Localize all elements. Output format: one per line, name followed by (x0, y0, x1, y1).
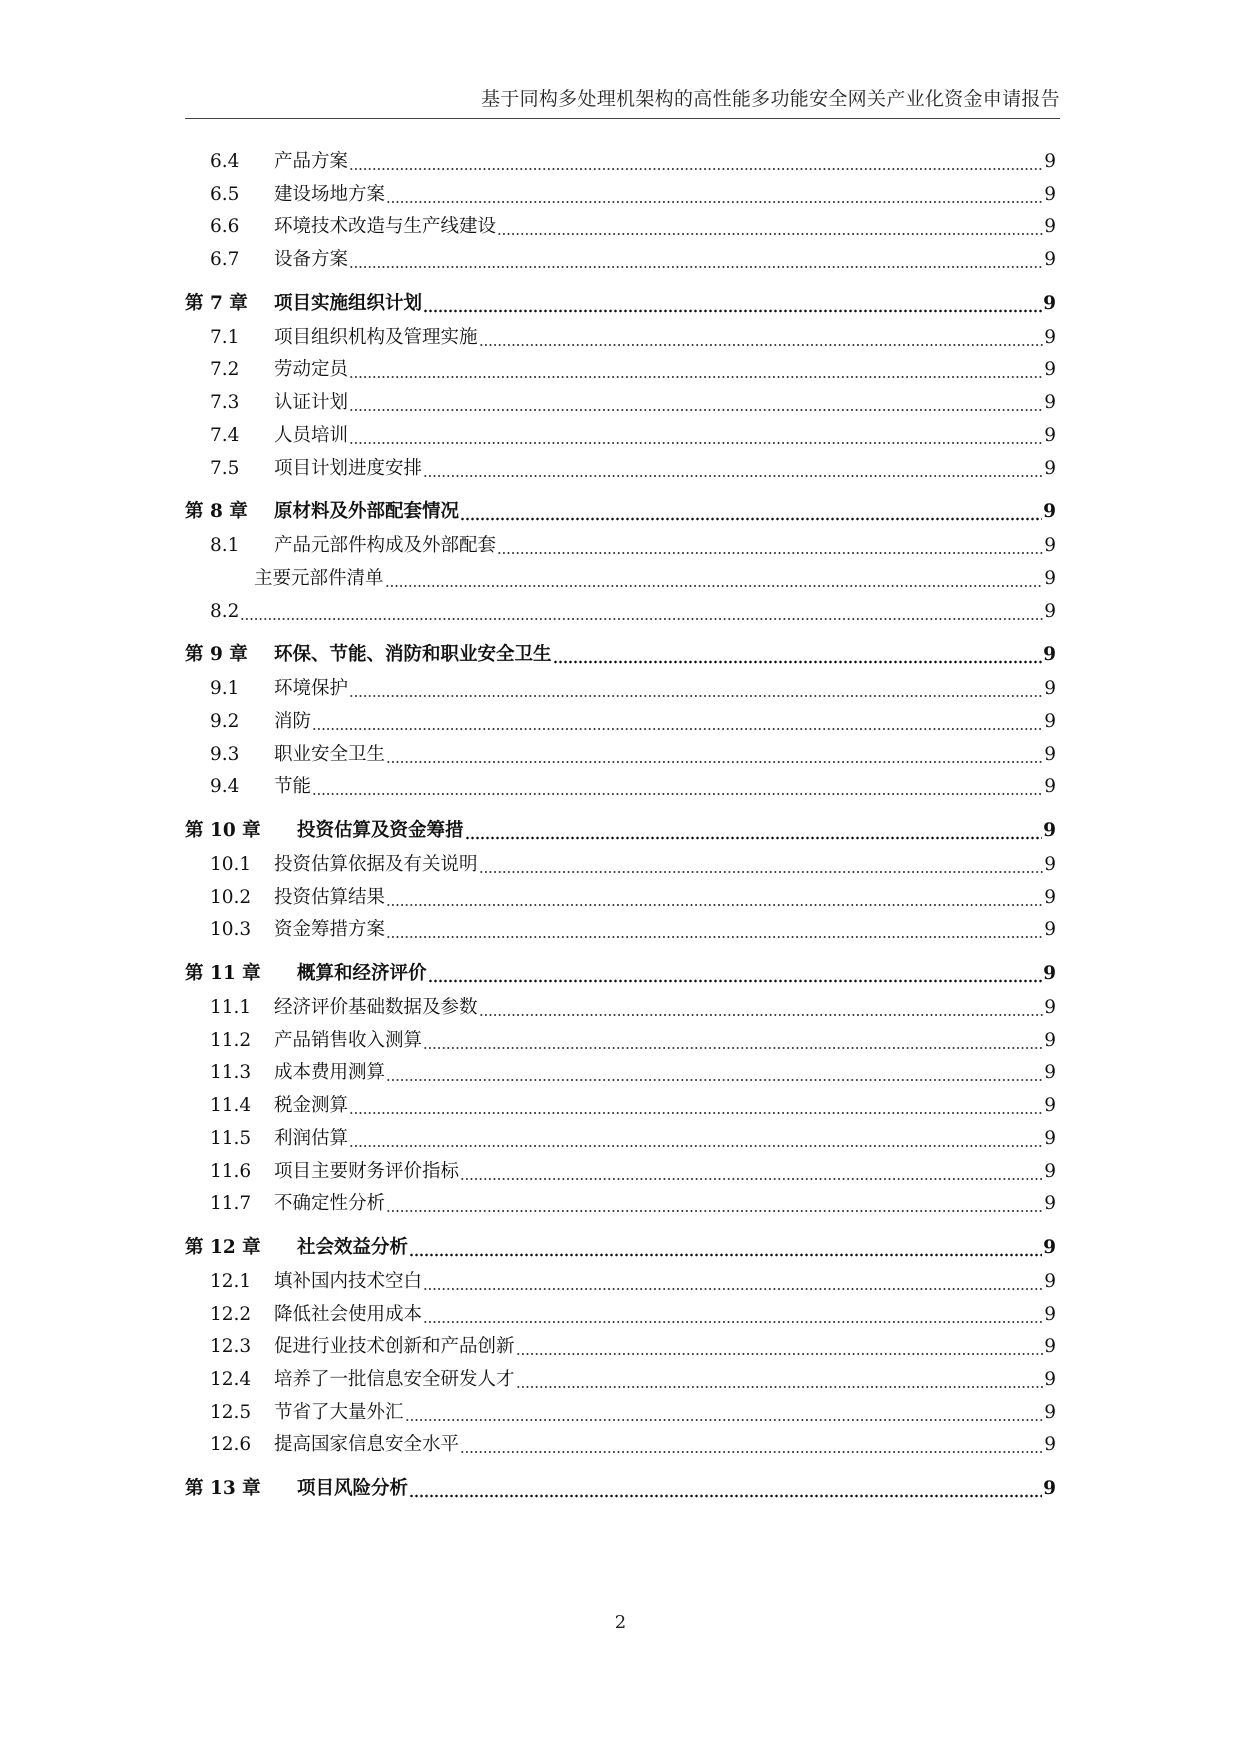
toc-entry-title: 设备方案 (274, 249, 349, 271)
toc-entry-title: 概算和经济评价 (297, 963, 427, 985)
toc-section-entry[interactable] (185, 1368, 1056, 1401)
toc-section-entry[interactable] (185, 150, 1056, 183)
toc-entry-page: 9 (1044, 392, 1056, 414)
toc-entry-number: 12.1 (210, 1270, 252, 1292)
toc-entry-number: 12.4 (210, 1368, 252, 1390)
toc-entry-page: 9 (1044, 710, 1056, 732)
toc-entry-title: 建设场地方案 (274, 183, 386, 205)
toc-dot-leader (409, 1477, 1042, 1509)
toc-entry-title: 社会效益分析 (297, 1236, 409, 1258)
toc-section-entry[interactable] (185, 215, 1056, 248)
toc-entry-page: 9 (1043, 501, 1056, 523)
toc-entry-page: 9 (1044, 1095, 1056, 1117)
toc-entry-number: 11.2 (210, 1029, 252, 1051)
toc-dot-leader (460, 500, 1042, 532)
table-of-contents (185, 150, 1056, 1511)
toc-dot-leader (312, 710, 1043, 743)
toc-section-entry[interactable] (185, 1270, 1056, 1303)
toc-entry-page: 9 (1044, 1127, 1056, 1149)
toc-chapter-entry[interactable] (185, 643, 1056, 675)
toc-entry-number: 11.1 (210, 997, 252, 1019)
toc-section-entry[interactable] (185, 1401, 1056, 1434)
toc-section-entry[interactable] (185, 358, 1056, 391)
header-rule (185, 118, 1060, 119)
toc-entry-page: 9 (1044, 1193, 1056, 1215)
toc-entry-title: 投资估算及资金筹措 (297, 820, 464, 841)
toc-dot-leader (385, 567, 1044, 600)
toc-entry-page: 9 (1044, 1160, 1056, 1182)
toc-entry-page: 9 (1044, 1336, 1056, 1358)
toc-entry-title: 投资估算结果 (274, 886, 386, 908)
toc-entry-title: 投资估算依据及有关说明 (274, 854, 478, 875)
toc-entry-title: 环保、节能、消防和职业安全卫生 (274, 644, 552, 666)
toc-dot-leader (428, 962, 1043, 994)
toc-chapter-entry[interactable] (185, 962, 1056, 994)
toc-dot-leader (479, 326, 1044, 359)
toc-section-entry[interactable] (185, 457, 1056, 490)
toc-entry-page: 9 (1044, 886, 1056, 908)
toc-entry-page: 9 (1044, 216, 1056, 238)
toc-dot-leader (479, 996, 1044, 1029)
toc-dot-leader (349, 248, 1043, 281)
toc-entry-title: 项目实施组织计划 (274, 292, 423, 314)
toc-section-entry[interactable] (185, 886, 1056, 919)
toc-section-entry[interactable] (185, 1061, 1056, 1094)
toc-entry-page: 9 (1044, 151, 1056, 172)
toc-dot-leader (240, 600, 1043, 633)
toc-dot-leader (479, 853, 1044, 886)
toc-entry-title: 提高国家信息安全水平 (274, 1434, 460, 1456)
toc-entry-number: 12.5 (210, 1401, 252, 1423)
toc-entry-page: 9 (1044, 1434, 1056, 1456)
toc-entry-number: 11.5 (210, 1127, 252, 1149)
toc-entry-number: 9.1 (210, 678, 240, 700)
toc-entry-title: 填补国内技术空白 (274, 1270, 423, 1292)
toc-entry-title: 节省了大量外汇 (274, 1401, 404, 1423)
toc-entry-number: 11.4 (210, 1095, 252, 1117)
toc-chapter-entry[interactable] (185, 819, 1056, 851)
toc-entry-page: 9 (1043, 820, 1056, 841)
toc-entry-page: 9 (1043, 963, 1056, 985)
toc-dot-leader (465, 819, 1043, 851)
toc-entry-title: 消防 (274, 710, 312, 732)
toc-entry-number: 第 8 章 (185, 501, 248, 523)
toc-entry-title: 促进行业技术创新和产品创新 (274, 1336, 515, 1358)
toc-section-entry[interactable] (185, 326, 1056, 359)
toc-section-entry[interactable] (185, 600, 1056, 633)
toc-section-entry[interactable] (185, 677, 1056, 710)
toc-section-entry[interactable] (185, 183, 1056, 216)
toc-section-entry[interactable] (185, 996, 1056, 1029)
toc-dot-leader (423, 1303, 1043, 1336)
toc-entry-number: 第 12 章 (185, 1236, 261, 1258)
toc-dot-leader (405, 1401, 1044, 1434)
toc-entry-title: 节能 (274, 776, 312, 798)
toc-dot-leader (553, 643, 1043, 675)
toc-entry-page: 9 (1044, 535, 1056, 557)
toc-entry-number: 11.3 (210, 1062, 252, 1084)
page-number: 2 (614, 1612, 627, 1633)
toc-entry-number: 9.4 (210, 776, 240, 798)
toc-entry-title: 降低社会使用成本 (274, 1303, 423, 1325)
toc-entry-number: 第 10 章 (185, 820, 261, 841)
toc-entry-title: 环境保护 (274, 678, 349, 700)
toc-section-entry[interactable] (185, 534, 1056, 567)
toc-entry-number: 6.5 (210, 183, 240, 205)
toc-dot-leader (497, 534, 1043, 567)
toc-entry-number: 第 13 章 (185, 1478, 261, 1499)
toc-section-entry[interactable] (185, 1335, 1056, 1368)
toc-section-entry[interactable] (185, 1029, 1056, 1062)
toc-entry-number: 11.6 (210, 1160, 252, 1182)
toc-entry-page: 9 (1044, 1368, 1056, 1390)
toc-section-entry[interactable] (185, 1433, 1056, 1466)
toc-dot-leader (386, 886, 1043, 919)
toc-section-entry[interactable] (185, 743, 1056, 776)
toc-entry-number: 7.2 (210, 359, 240, 381)
toc-entry-page: 9 (1044, 600, 1056, 622)
toc-entry-page: 9 (1044, 997, 1056, 1019)
toc-entry-title: 利润估算 (274, 1127, 349, 1149)
toc-entry-number: 12.3 (210, 1336, 252, 1358)
toc-section-entry[interactable] (185, 1192, 1056, 1225)
toc-dot-leader (409, 1236, 1042, 1268)
toc-dot-leader (423, 1270, 1043, 1303)
toc-entry-title: 劳动定员 (274, 359, 349, 381)
toc-entry-page: 9 (1043, 644, 1056, 666)
toc-chapter-entry[interactable] (185, 1236, 1056, 1268)
toc-entry-number: 10.1 (210, 854, 252, 875)
toc-entry-title: 不确定性分析 (274, 1193, 386, 1215)
toc-entry-page: 9 (1044, 1303, 1056, 1325)
toc-entry-page: 9 (1044, 1029, 1056, 1051)
toc-entry-page: 9 (1044, 359, 1056, 381)
toc-entry-page: 9 (1044, 1062, 1056, 1084)
toc-entry-page: 9 (1044, 567, 1056, 589)
toc-section-entry[interactable] (185, 1127, 1056, 1160)
toc-section-entry[interactable] (185, 1160, 1056, 1193)
toc-entry-title: 产品元部件构成及外部配套 (274, 535, 497, 557)
toc-entry-number: 7.5 (210, 457, 240, 479)
toc-entry-page: 9 (1044, 678, 1056, 700)
toc-entry-title: 产品方案 (274, 151, 349, 172)
toc-dot-leader (386, 1061, 1043, 1094)
toc-entry-title: 项目计划进度安排 (274, 457, 423, 479)
toc-entry-number: 7.1 (210, 326, 240, 348)
toc-entry-title: 培养了一批信息安全研发人才 (274, 1368, 515, 1390)
toc-dot-leader (516, 1335, 1044, 1368)
toc-entry-page: 9 (1044, 1401, 1056, 1423)
toc-section-entry[interactable] (185, 853, 1056, 886)
toc-section-entry[interactable] (185, 391, 1056, 424)
toc-entry-title: 项目风险分析 (297, 1478, 409, 1499)
toc-dot-leader (349, 150, 1043, 183)
running-header: 基于同构多处理机架构的高性能多功能安全网关产业化资金申请报告 (480, 88, 1060, 110)
toc-entry-title: 成本费用测算 (274, 1062, 386, 1084)
toc-entry-number: 10.3 (210, 919, 252, 941)
toc-section-entry[interactable] (185, 567, 1056, 600)
toc-chapter-entry[interactable] (185, 500, 1056, 532)
toc-entry-title: 项目组织机构及管理实施 (274, 326, 478, 348)
toc-entry-page: 9 (1044, 457, 1056, 479)
toc-entry-number: 6.6 (210, 216, 240, 238)
toc-section-entry[interactable] (185, 775, 1056, 808)
toc-dot-leader (349, 424, 1043, 457)
toc-entry-title: 税金测算 (274, 1095, 349, 1117)
toc-entry-number: 8.1 (210, 535, 240, 557)
toc-entry-number: 7.4 (210, 424, 240, 446)
toc-dot-leader (312, 775, 1043, 808)
toc-section-entry[interactable] (185, 1303, 1056, 1336)
toc-dot-leader (349, 677, 1043, 710)
toc-dot-leader (386, 743, 1043, 776)
toc-dot-leader (386, 918, 1043, 951)
toc-dot-leader (460, 1160, 1043, 1193)
toc-entry-number: 7.3 (210, 392, 240, 414)
toc-entry-page: 9 (1043, 1236, 1056, 1258)
toc-entry-title: 经济评价基础数据及参数 (274, 997, 478, 1019)
toc-entry-title: 认证计划 (274, 392, 349, 414)
toc-dot-leader (516, 1368, 1044, 1401)
toc-entry-title: 原材料及外部配套情况 (274, 501, 460, 523)
toc-section-entry[interactable] (185, 1094, 1056, 1127)
toc-entry-page: 9 (1044, 854, 1056, 875)
toc-entry-number: 12.6 (210, 1434, 252, 1456)
toc-entry-page: 9 (1044, 326, 1056, 348)
toc-section-entry[interactable] (185, 710, 1056, 743)
toc-entry-page: 9 (1044, 249, 1056, 271)
toc-dot-leader (460, 1433, 1043, 1466)
toc-entry-page: 9 (1044, 183, 1056, 205)
toc-chapter-entry[interactable] (185, 292, 1056, 324)
toc-entry-page: 9 (1044, 1270, 1056, 1292)
toc-entry-page: 9 (1044, 424, 1056, 446)
toc-dot-leader (386, 183, 1043, 216)
toc-entry-title: 人员培训 (274, 424, 349, 446)
toc-entry-page: 9 (1044, 743, 1056, 765)
toc-dot-leader (349, 358, 1043, 391)
toc-dot-leader (349, 391, 1043, 424)
toc-dot-leader (423, 1029, 1043, 1062)
toc-dot-leader (386, 1192, 1043, 1225)
toc-entry-title: 产品销售收入测算 (274, 1029, 423, 1051)
toc-entry-number: 第 11 章 (185, 963, 261, 985)
toc-entry-number: 9.3 (210, 743, 240, 765)
toc-section-entry[interactable] (185, 248, 1056, 281)
toc-entry-number: 6.7 (210, 249, 240, 271)
toc-entry-number: 6.4 (210, 151, 240, 172)
toc-entry-title: 职业安全卫生 (274, 743, 386, 765)
toc-entry-title: 主要元部件清单 (254, 567, 384, 589)
toc-entry-number: 8.2 (210, 600, 240, 622)
toc-entry-page: 9 (1043, 1478, 1056, 1499)
toc-entry-page: 9 (1043, 292, 1056, 314)
toc-dot-leader (423, 292, 1042, 324)
toc-entry-title: 环境技术改造与生产线建设 (274, 216, 497, 238)
toc-entry-title: 项目主要财务评价指标 (274, 1160, 460, 1182)
toc-section-entry[interactable] (185, 424, 1056, 457)
toc-entry-page: 9 (1044, 776, 1056, 798)
toc-entry-page: 9 (1044, 919, 1056, 941)
toc-entry-number: 12.2 (210, 1303, 252, 1325)
toc-dot-leader (423, 457, 1043, 490)
toc-entry-number: 第 9 章 (185, 644, 248, 666)
toc-entry-number: 9.2 (210, 710, 240, 732)
toc-chapter-entry[interactable] (185, 1477, 1056, 1509)
toc-dot-leader (497, 215, 1043, 248)
toc-entry-number: 第 7 章 (185, 292, 248, 314)
toc-dot-leader (349, 1094, 1043, 1127)
toc-dot-leader (349, 1127, 1043, 1160)
toc-entry-number: 11.7 (210, 1193, 252, 1215)
toc-entry-title: 资金筹措方案 (274, 919, 386, 941)
toc-entry-number: 10.2 (210, 886, 252, 908)
toc-section-entry[interactable] (185, 918, 1056, 951)
